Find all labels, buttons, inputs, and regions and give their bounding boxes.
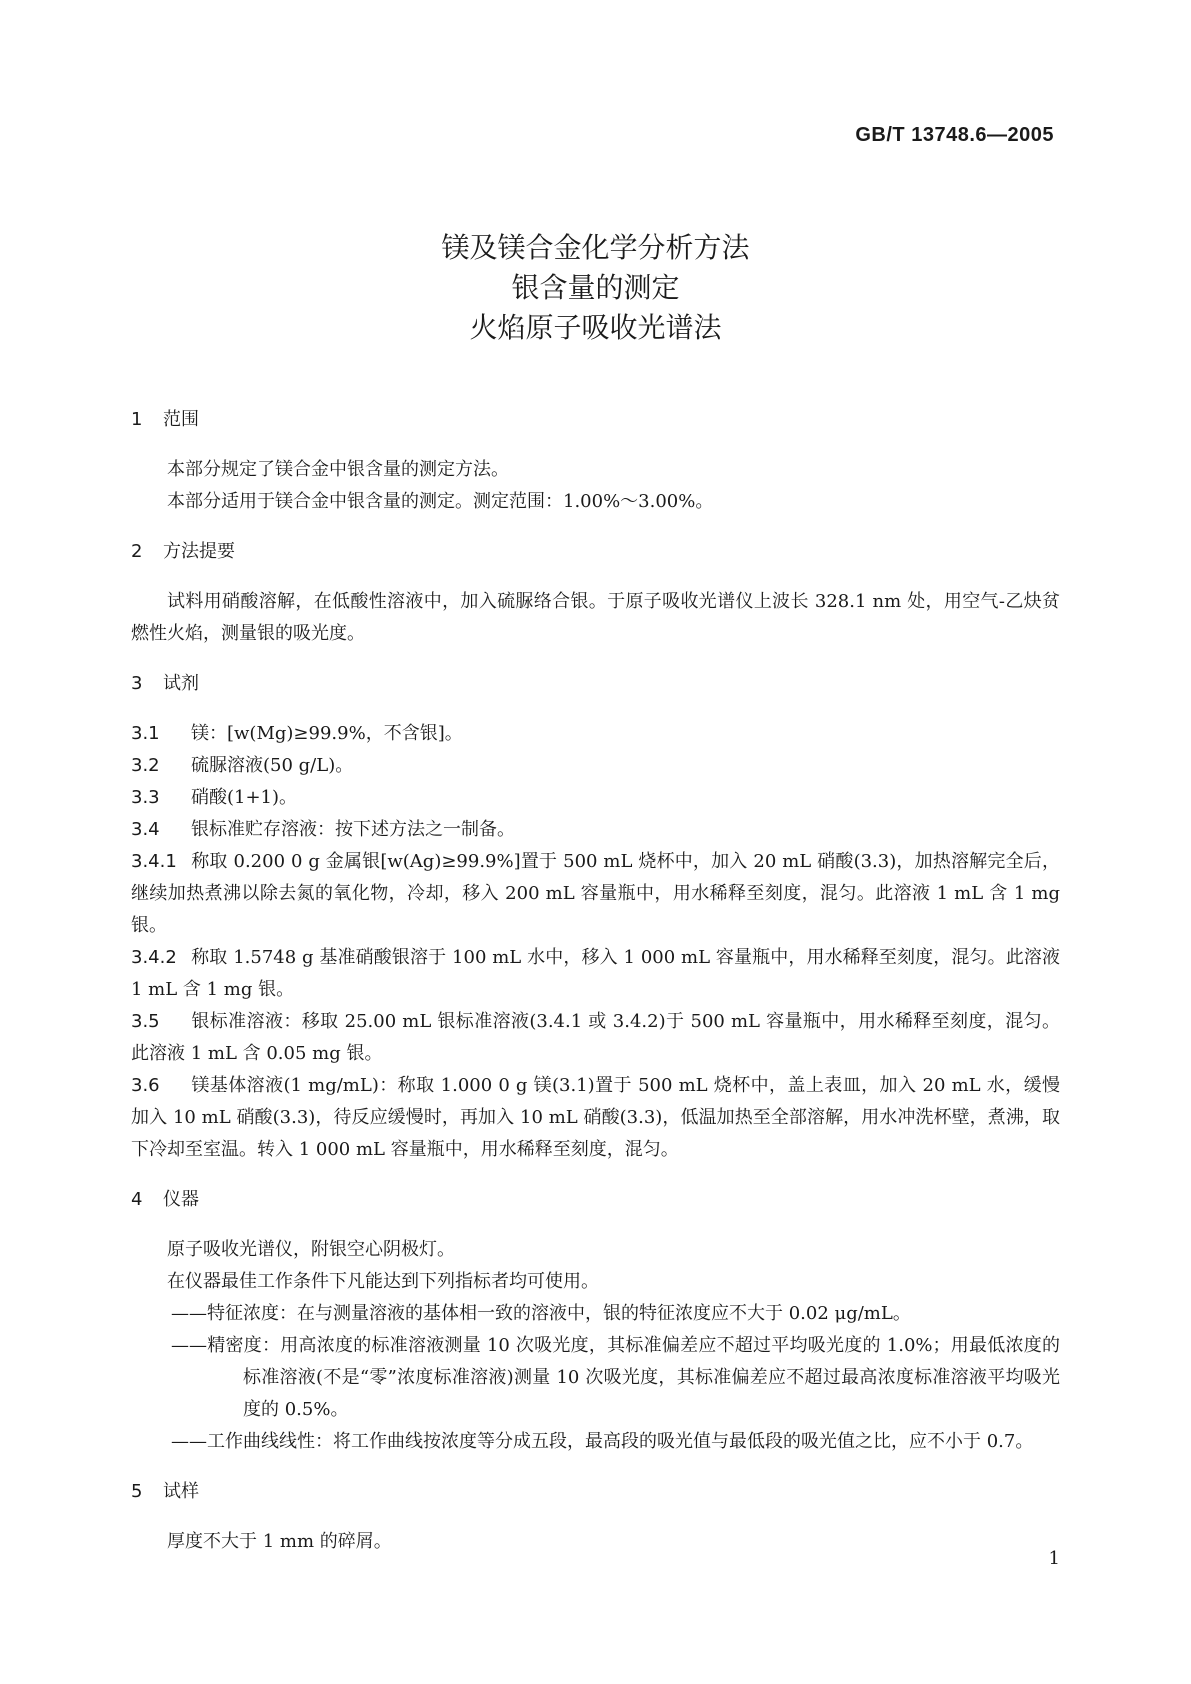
page-number: 1: [1048, 1548, 1060, 1569]
document-body: [131, 404, 1060, 1558]
section-number: 5: [131, 1481, 143, 1502]
paragraph: 本部分适用于镁合金中银含量的测定。测定范围：1.00%～3.00%。: [167, 491, 714, 512]
dash-list-item: ——精密度：用高浓度的标准溶液测量 10 次吸光度，其标准偏差应不超过平均吸光度的 1.0%；用最低浓度的标准溶液(不是“零”浓度标准溶液)测量 10 次吸光度，其标准偏差应不超过最高浓度标准溶液平均吸光度的 0.5%。: [171, 1335, 1060, 1420]
section-title: 试样: [163, 1481, 199, 1502]
item-number: 3.4: [131, 819, 160, 840]
section-3-heading: [131, 668, 1060, 700]
item-number: 3.4.1: [131, 851, 177, 872]
reagent-item: [131, 718, 1060, 750]
title-line-1: 镁及镁合金化学分析方法: [441, 231, 750, 264]
reagent-item: [131, 1070, 1060, 1166]
section-5-heading: [131, 1476, 1060, 1508]
section-1-heading: [131, 404, 1060, 436]
paragraph: 本部分规定了镁合金中银含量的测定方法。: [167, 459, 509, 480]
item-text: 硫脲溶液(50 g/L)。: [191, 755, 354, 776]
item-text: 银标准贮存溶液：按下述方法之一制备。: [191, 819, 515, 840]
item-number: 3.4.2: [131, 947, 177, 968]
reagent-item: [131, 782, 1060, 814]
reagent-item: [131, 846, 1060, 942]
standard-number: GB/T 13748.6—2005: [855, 124, 1054, 146]
item-number: 3.3: [131, 787, 160, 808]
section-number: 4: [131, 1189, 143, 1210]
reagent-item: [131, 942, 1060, 1006]
paragraph: 原子吸收光谱仪，附银空心阴极灯。: [167, 1239, 455, 1260]
section-number: 2: [131, 541, 143, 562]
section-title: 试剂: [163, 673, 199, 694]
reagent-item: [131, 1006, 1060, 1070]
section-title: 范围: [163, 409, 199, 430]
item-text: 镁：[w(Mg)≥99.9%，不含银]。: [191, 723, 463, 744]
item-text: 称取 1.5748 g 基准硝酸银溶于 100 mL 水中，移入 1 000 mL 容量瓶中，用水稀释至刻度，混匀。此溶液 1 mL 含 1 mg 银。: [131, 947, 1060, 1000]
item-text: 硝酸(1+1)。: [191, 787, 298, 808]
reagent-item: [131, 814, 1060, 846]
dash-list-item: ——特征浓度：在与测量溶液的基体相一致的溶液中，银的特征浓度应不大于 0.02 μg/mL。: [171, 1303, 911, 1324]
section-number: 1: [131, 409, 143, 430]
paragraph: 试料用硝酸溶解，在低酸性溶液中，加入硫脲络合银。于原子吸收光谱仪上波长 328.1 nm 处，用空气-乙炔贫燃性火焰，测量银的吸光度。: [131, 591, 1060, 644]
title-line-3: 火焰原子吸收光谱法: [469, 311, 722, 344]
paragraph: 在仪器最佳工作条件下凡能达到下列指标者均可使用。: [167, 1271, 599, 1292]
section-number: 3: [131, 673, 143, 694]
dash-list-item: ——工作曲线线性：将工作曲线按浓度等分成五段，最高段的吸光值与最低段的吸光值之比，应不小于 0.7。: [171, 1431, 1034, 1452]
section-title: 方法提要: [163, 541, 235, 562]
item-text: 银标准溶液：移取 25.00 mL 银标准溶液(3.4.1 或 3.4.2)于 500 mL 容量瓶中，用水稀释至刻度，混匀。此溶液 1 mL 含 0.05 mg 银。: [131, 1011, 1060, 1064]
section-title: 仪器: [163, 1189, 199, 1210]
item-number: 3.2: [131, 755, 160, 776]
item-text: 镁基体溶液(1 mg/mL)：称取 1.000 0 g 镁(3.1)置于 500 mL 烧杯中，盖上表皿，加入 20 mL 水，缓慢加入 10 mL 硝酸(3.3)，待反应缓慢时，再加入 10 mL 硝酸(3.3)，低温加热至全部溶解，用水冲洗杯壁，煮沸，取下冷却至室温。转入 1 000 mL 容量瓶中，用水稀释至刻度，混匀。: [131, 1075, 1060, 1160]
paragraph: 厚度不大于 1 mm 的碎屑。: [167, 1531, 392, 1552]
item-number: 3.5: [131, 1011, 160, 1032]
document-title: [0, 228, 1191, 348]
section-4-heading: [131, 1184, 1060, 1216]
item-number: 3.1: [131, 723, 160, 744]
section-2-heading: [131, 536, 1060, 568]
item-text: 称取 0.200 0 g 金属银[w(Ag)≥99.9%]置于 500 mL 烧杯中，加入 20 mL 硝酸(3.3)，加热溶解完全后，继续加热煮沸以除去氮的氧化物，冷却，移入 200 mL 容量瓶中，用水稀释至刻度，混匀。此溶液 1 mL 含 1 mg 银。: [131, 851, 1060, 936]
title-line-2: 银含量的测定: [511, 271, 680, 304]
reagent-item: [131, 750, 1060, 782]
item-number: 3.6: [131, 1075, 160, 1096]
